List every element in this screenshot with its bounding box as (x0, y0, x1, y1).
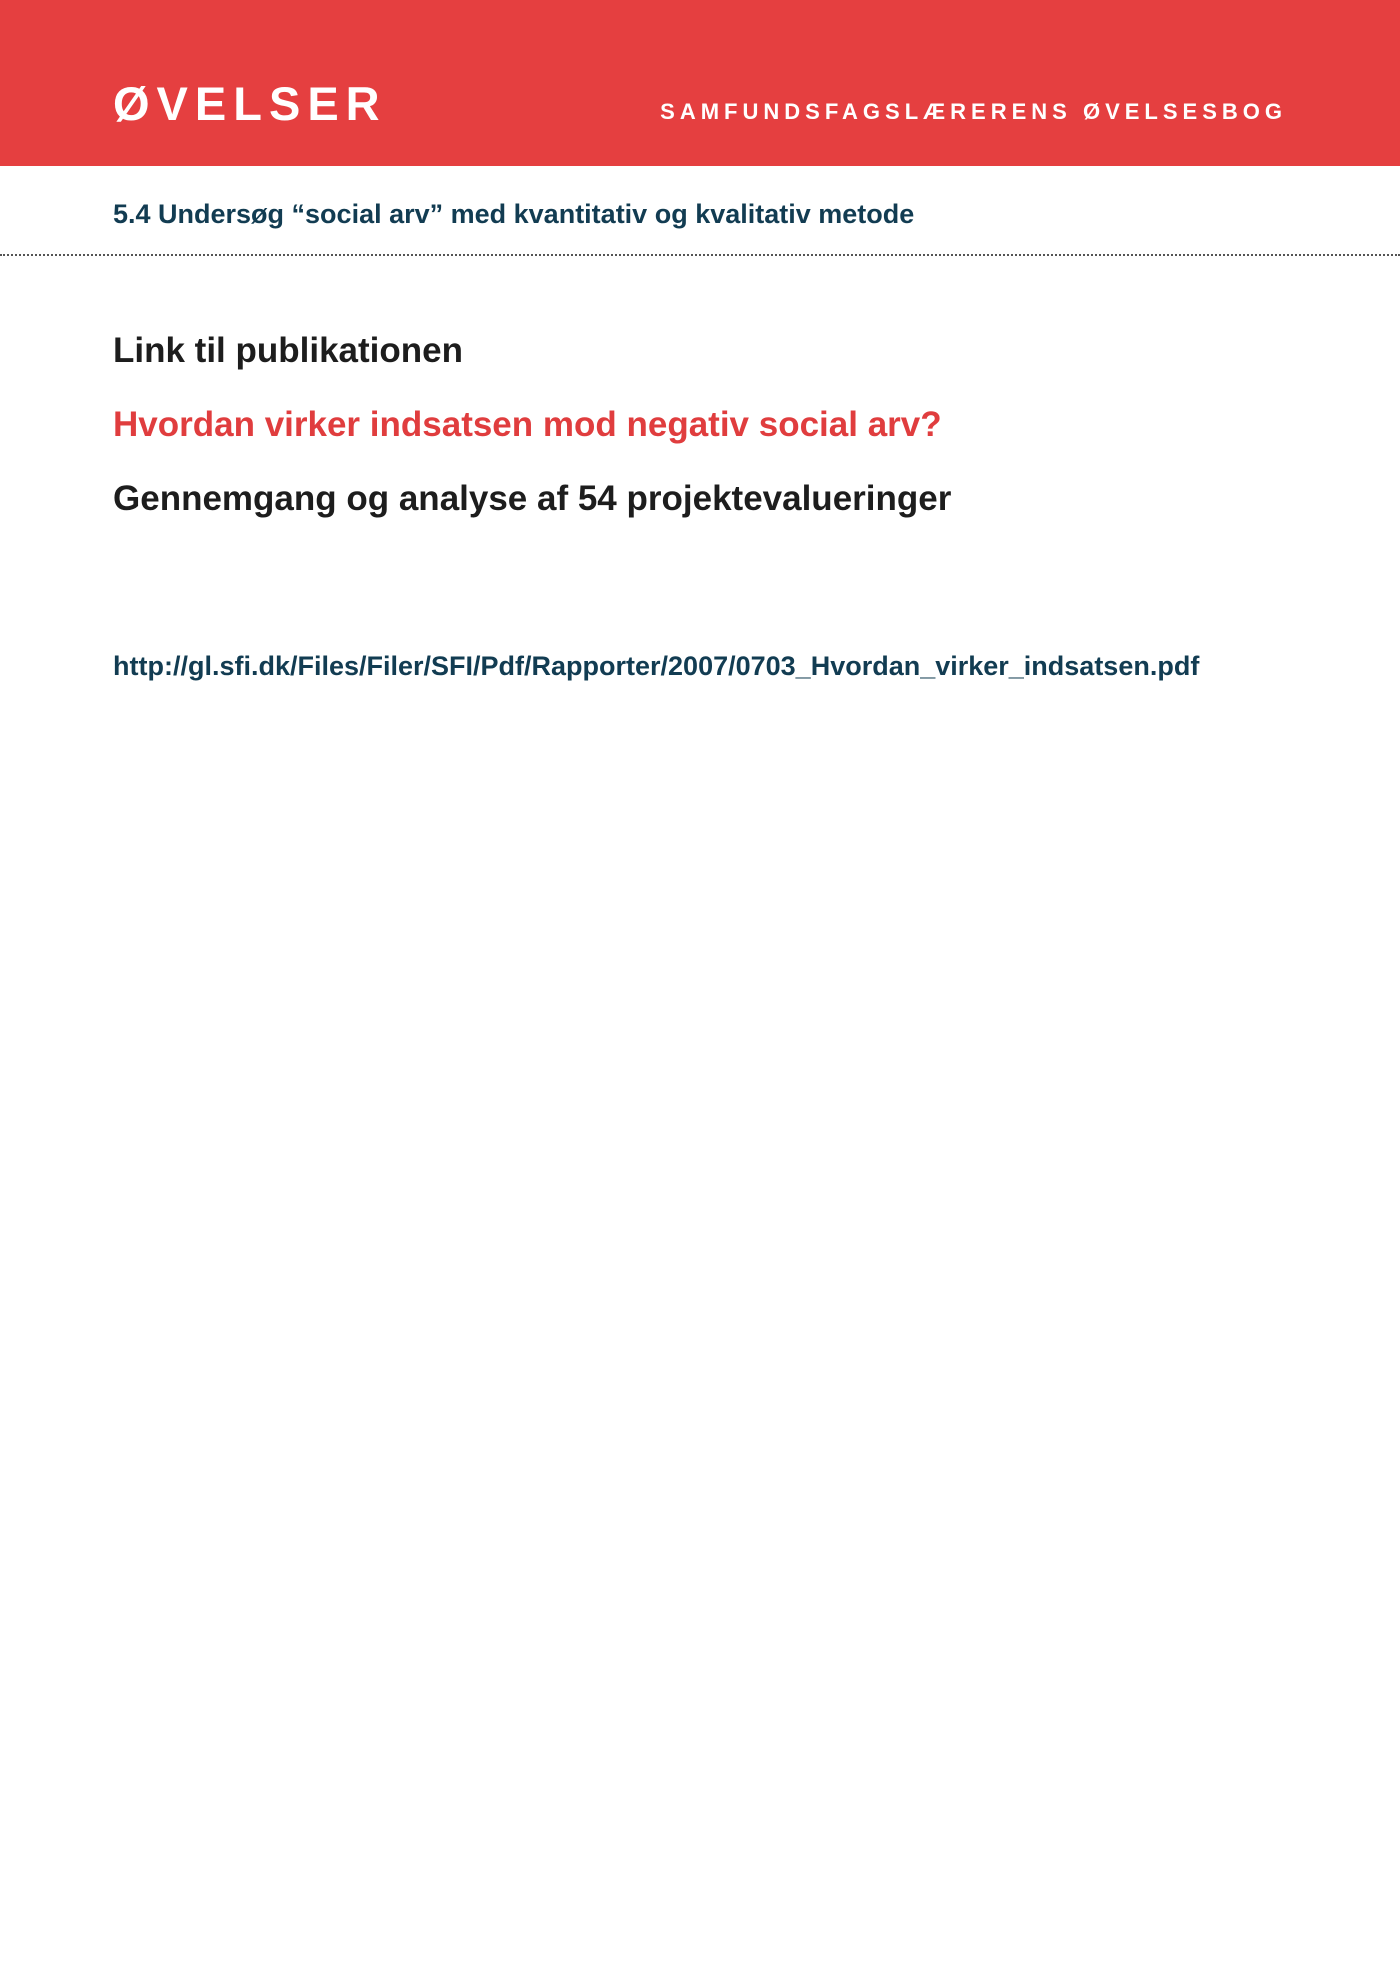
top-banner (0, 0, 1400, 166)
dotted-divider (0, 254, 1400, 256)
publication-subtitle: Gennemgang og analyse af 54 projektevalueringer (113, 479, 952, 518)
link-heading: Link til publikationen (113, 331, 463, 370)
section-title: 5.4 Undersøg “social arv” med kvantitativ og kvalitativ metode (113, 199, 915, 229)
book-title: SAMFUNDSFAGSLÆRERENS ØVELSESBOG (660, 99, 1287, 124)
publication-url-link[interactable]: http://gl.sfi.dk/Files/Filer/SFI/Pdf/Rapporter/2007/0703_Hvordan_virker_indsatsen.pdf (113, 651, 1200, 681)
banner-title: ØVELSER (113, 77, 387, 130)
publication-title: Hvordan virker indsatsen mod negativ social arv? (113, 405, 942, 444)
